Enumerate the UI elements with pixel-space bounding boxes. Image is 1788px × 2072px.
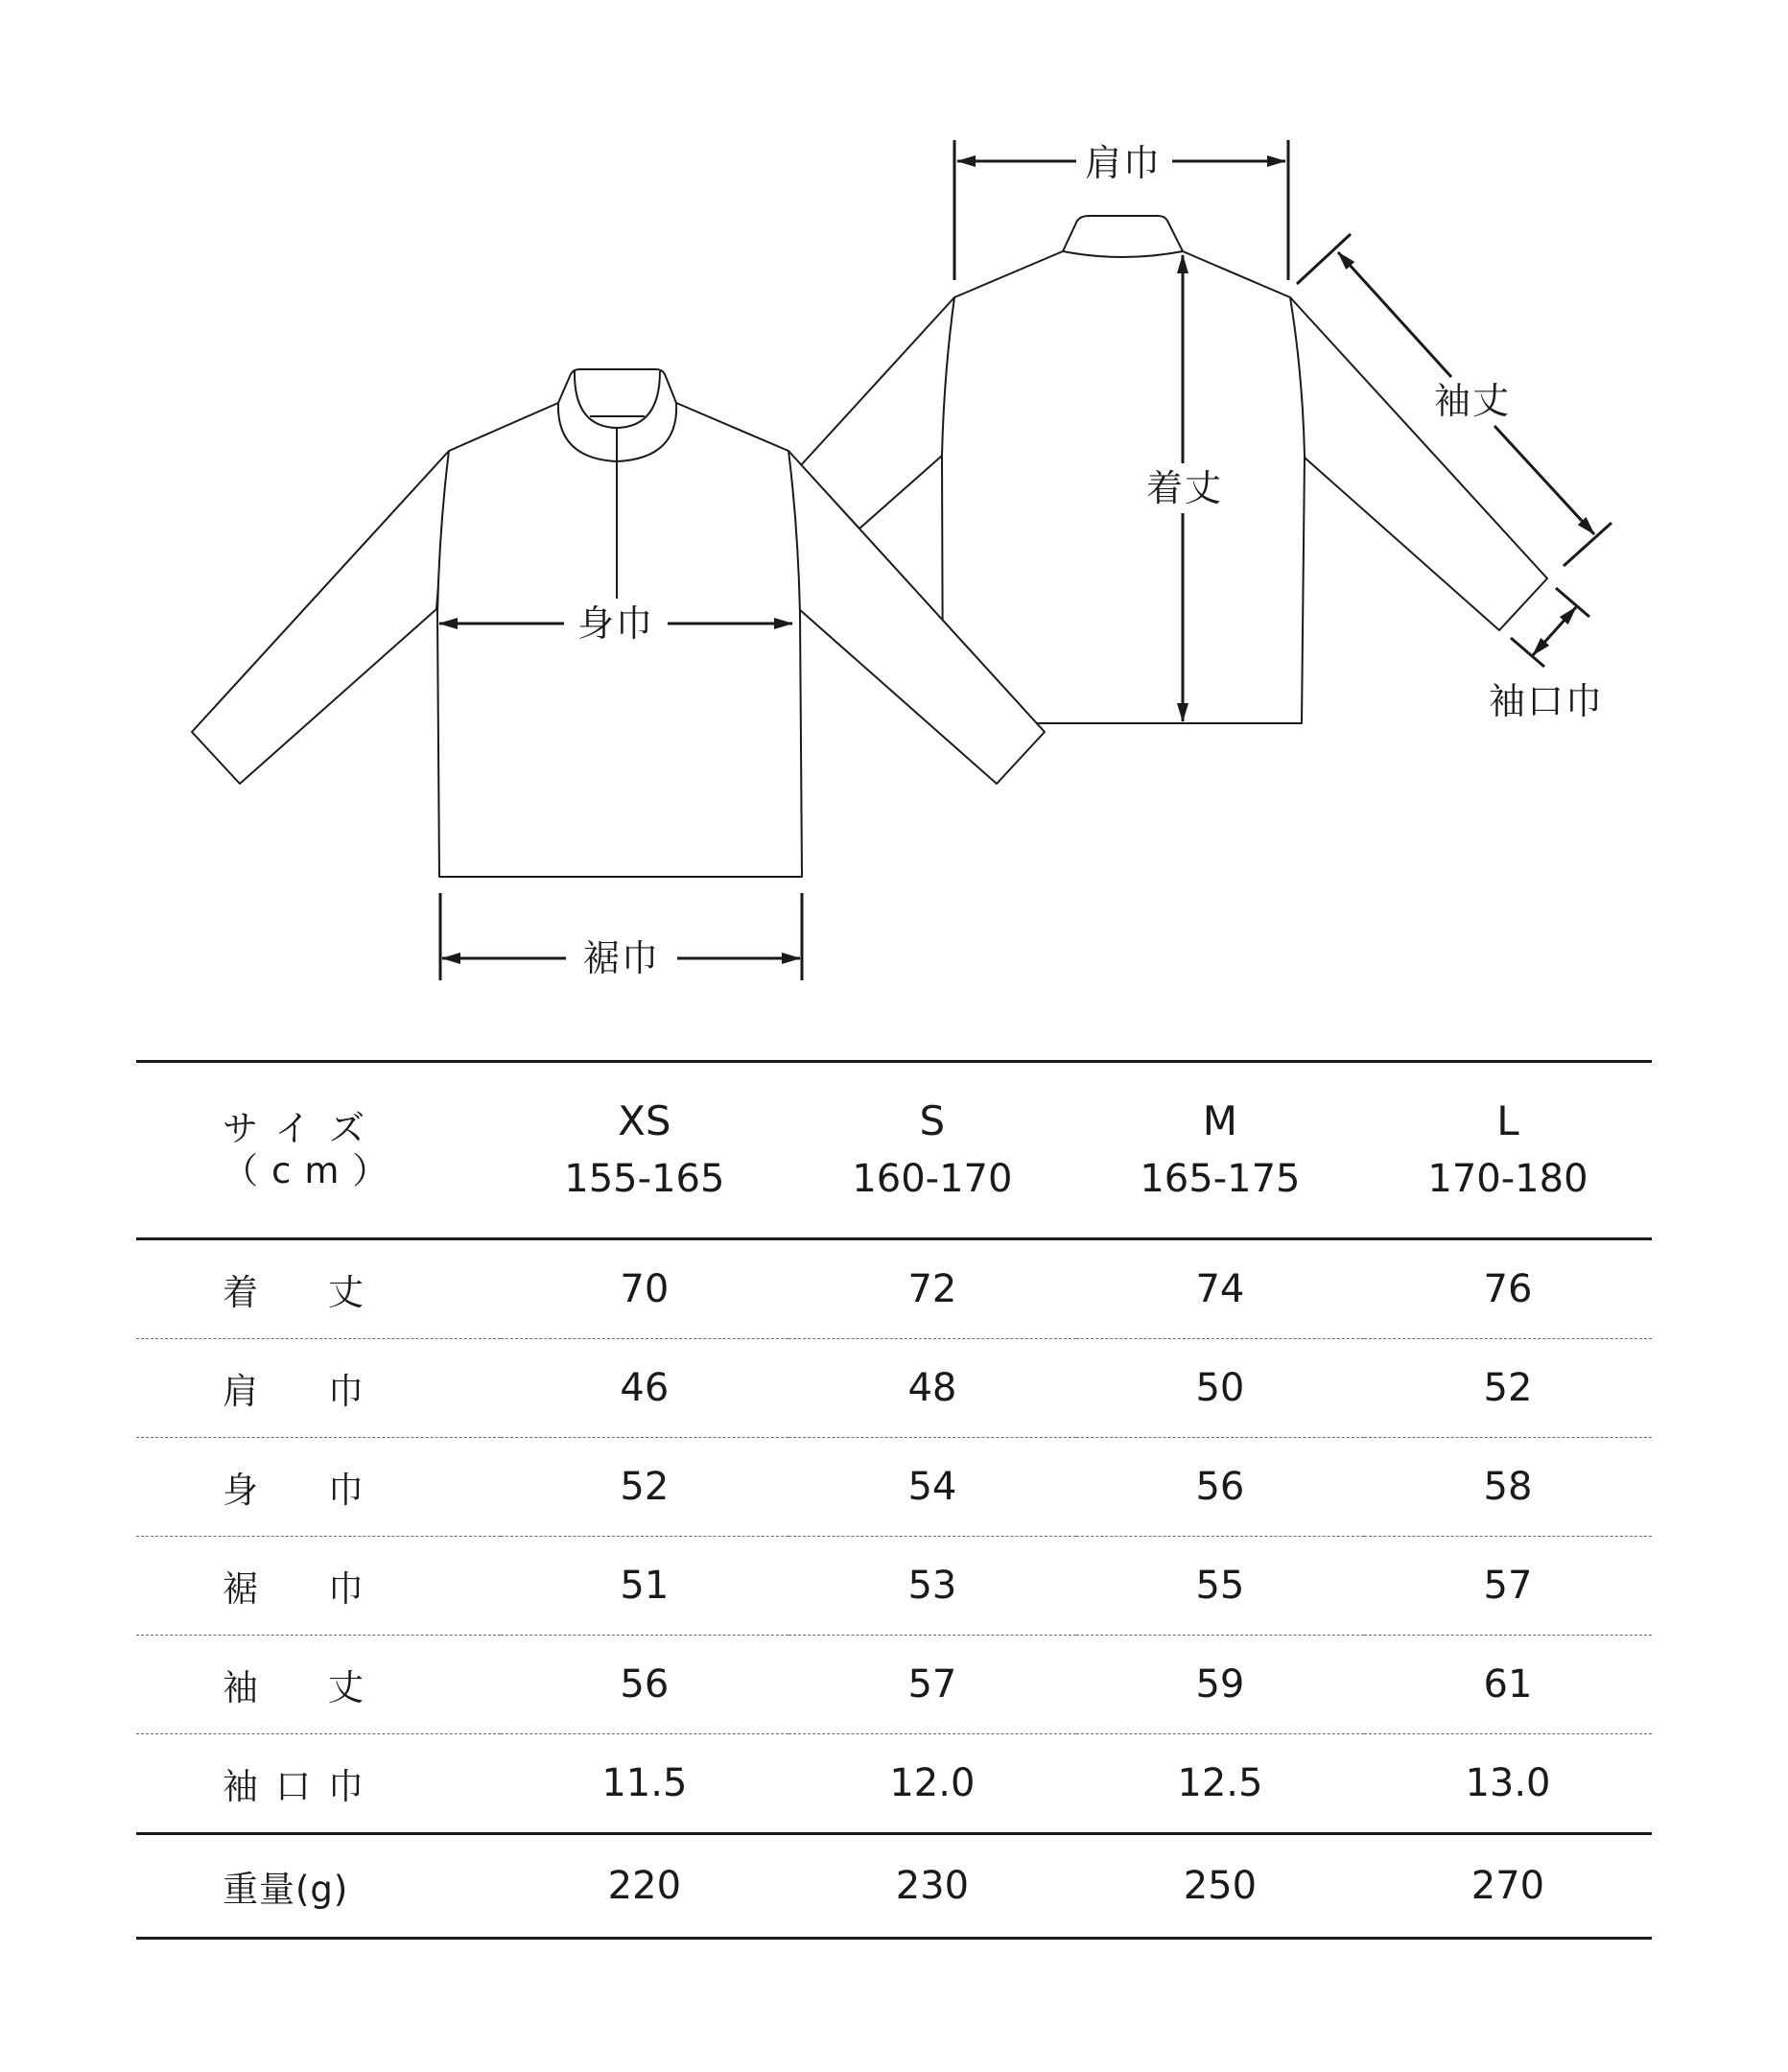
row-label [136,1438,501,1537]
row-label-char: 巾 [328,1766,365,1807]
cell-value: 74 [1076,1239,1364,1339]
cell-value: 59 [1076,1636,1364,1734]
label-length: 着丈 [1141,469,1229,507]
cell-value: 250 [1076,1834,1364,1939]
front-left-sleeve [192,451,449,784]
back-collar [1063,216,1183,257]
size-name: M [1202,1097,1238,1144]
row-label-char: 丈 [328,1272,365,1313]
cell-value: 13.0 [1364,1734,1652,1834]
header-col-l [1364,1062,1652,1239]
row-label-char: 袖 [223,1667,259,1708]
label-cuff-width: 袖口巾 [1488,680,1605,722]
size-range: 155-165 [564,1157,725,1201]
row-label-char: 巾 [328,1568,365,1610]
cell-value: 70 [501,1239,788,1339]
table-row-cuff-width [136,1734,1652,1834]
row-label-char: 丈 [328,1667,365,1708]
cell-value: 53 [788,1537,1076,1636]
size-range: 170-180 [1427,1157,1588,1201]
row-label-char: 肩 [223,1371,259,1412]
cell-value: 230 [788,1834,1076,1939]
header-label-cell [136,1062,501,1239]
label-body-width: 身巾 [572,604,660,643]
row-label-char: 袖 [223,1766,259,1807]
cell-value: 48 [788,1339,1076,1438]
cell-value: 270 [1364,1834,1652,1939]
cell-value: 57 [1364,1537,1652,1636]
cell-value: 56 [1076,1438,1364,1537]
header-col-xs [501,1062,788,1239]
cell-value: 54 [788,1438,1076,1537]
cell-value: 61 [1364,1636,1652,1734]
row-label-char: 着 [223,1272,259,1313]
table-row-hem-width [136,1537,1652,1636]
size-table [136,1060,1652,1940]
row-label [136,1339,501,1438]
row-label [136,1734,501,1834]
cell-value: 51 [501,1537,788,1636]
row-label [136,1239,501,1339]
back-right-sleeve [1290,297,1547,630]
cell-value: 55 [1076,1537,1364,1636]
table-row-sleeve-length [136,1636,1652,1734]
cell-value: 56 [501,1636,788,1734]
header-size-label: サイズ [223,1108,385,1149]
cell-value: 50 [1076,1339,1364,1438]
cell-value: 220 [501,1834,788,1939]
row-label-weight: 重量(g) [136,1834,501,1939]
cell-value: 72 [788,1239,1076,1339]
size-range: 160-170 [852,1157,1013,1201]
label-hem-width: 裾巾 [577,939,666,977]
table-row-shoulder-width [136,1339,1652,1438]
header-unit-label: （cm） [223,1150,402,1191]
table-row-weight [136,1834,1652,1939]
table-header-row [136,1062,1652,1239]
cell-value: 11.5 [501,1734,788,1834]
size-name: S [919,1097,946,1144]
header-col-m [1076,1062,1364,1239]
cell-value: 76 [1364,1239,1652,1339]
cell-value: 52 [501,1438,788,1537]
row-label-char: 巾 [328,1470,365,1511]
row-label [136,1537,501,1636]
cell-value: 57 [788,1636,1076,1734]
size-range: 165-175 [1140,1157,1301,1201]
cell-value: 12.0 [788,1734,1076,1834]
label-shoulder-width: 肩巾 [1079,144,1167,182]
cell-value: 12.5 [1076,1734,1364,1834]
table-row-body-width [136,1438,1652,1537]
size-name: L [1496,1097,1519,1144]
row-label-char: 巾 [328,1371,365,1412]
cell-value: 58 [1364,1438,1652,1537]
size-name: XS [618,1097,671,1144]
table-row-length [136,1239,1652,1339]
back-body [942,251,1305,723]
label-sleeve-length: 袖丈 [1433,380,1512,422]
cell-value: 52 [1364,1339,1652,1438]
row-label-char: 裾 [223,1568,259,1610]
cell-value: 46 [501,1339,788,1438]
row-label [136,1636,501,1734]
row-label-char: 口 [275,1766,312,1807]
row-label-char: 身 [223,1470,259,1511]
header-col-s [788,1062,1076,1239]
